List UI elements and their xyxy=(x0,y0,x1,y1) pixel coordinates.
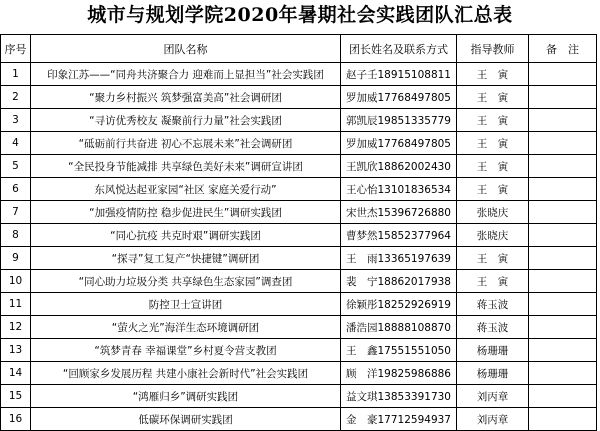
row-no: 14 xyxy=(1,362,31,385)
remark-cell xyxy=(529,201,597,224)
remark-cell xyxy=(529,270,597,293)
row-no: 6 xyxy=(1,178,31,201)
table-header-row xyxy=(1,35,597,63)
leader-contact-cell: 益文琪13853391730 xyxy=(341,385,457,408)
team-name-cell: “同心助力垃圾分类 共享绿色生态家园”调查团 xyxy=(31,270,341,293)
leader-contact-cell: 宋世杰15396726880 xyxy=(341,201,457,224)
table-row xyxy=(1,178,597,201)
instructor-cell: 王 寅 xyxy=(457,247,529,270)
leader-contact-cell: 徐颖彤18252926919 xyxy=(341,293,457,316)
remark-cell xyxy=(529,247,597,270)
header-no: 序号 xyxy=(1,35,31,63)
team-name-cell: “同心抗疫 共克时艰”调研实践团 xyxy=(31,224,341,247)
remark-cell xyxy=(529,178,597,201)
leader-contact-cell: 潘浩园18888108870 xyxy=(341,316,457,339)
table-row xyxy=(1,247,597,270)
row-no: 11 xyxy=(1,293,31,316)
leader-contact-cell: 郭凯辰19851335779 xyxy=(341,109,457,132)
leader-contact-cell: 罗加威17768497805 xyxy=(341,86,457,109)
team-name-cell: “回顾家乡发展历程 共建小康社会新时代”社会实践团 xyxy=(31,362,341,385)
instructor-cell: 王 寅 xyxy=(457,155,529,178)
instructor-cell: 王 寅 xyxy=(457,63,529,86)
leader-contact-cell: 赵子壬18915108811 xyxy=(341,63,457,86)
header-team-name: 团队名称 xyxy=(31,35,341,63)
leader-contact-cell: 王 雨13365197639 xyxy=(341,247,457,270)
instructor-cell: 王 寅 xyxy=(457,270,529,293)
table-body xyxy=(1,63,597,431)
remark-cell xyxy=(529,224,597,247)
instructor-cell: 王 寅 xyxy=(457,109,529,132)
leader-contact-cell: 王 鑫17551551050 xyxy=(341,339,457,362)
instructor-cell: 刘丙章 xyxy=(457,385,529,408)
row-no: 4 xyxy=(1,132,31,155)
remark-cell xyxy=(529,293,597,316)
team-name-cell: “加强疫情防控 稳步促进民生”调研实践团 xyxy=(31,201,341,224)
row-no: 2 xyxy=(1,86,31,109)
instructor-cell: 王 寅 xyxy=(457,132,529,155)
remark-cell xyxy=(529,316,597,339)
team-name-cell: “筑梦青春 幸福课堂”乡村夏令营支教团 xyxy=(31,339,341,362)
table-row xyxy=(1,109,597,132)
row-no: 8 xyxy=(1,224,31,247)
row-no: 1 xyxy=(1,63,31,86)
remark-cell xyxy=(529,339,597,362)
instructor-cell: 刘丙章 xyxy=(457,408,529,431)
team-name-cell: “全民投身节能减排 共享绿色美好未来”调研宣讲团 xyxy=(31,155,341,178)
row-no: 10 xyxy=(1,270,31,293)
team-name-cell: “寻访优秀校友 凝聚前行力量”社会实践团 xyxy=(31,109,341,132)
leader-contact-cell: 金 豪17712594937 xyxy=(341,408,457,431)
header-instructor: 指导教师 xyxy=(457,35,529,63)
table-row xyxy=(1,293,597,316)
row-no: 5 xyxy=(1,155,31,178)
remark-cell xyxy=(529,63,597,86)
row-no: 9 xyxy=(1,247,31,270)
remark-cell xyxy=(529,362,597,385)
remark-cell xyxy=(529,408,597,431)
row-no: 13 xyxy=(1,339,31,362)
leader-contact-cell: 裴 宁18862017938 xyxy=(341,270,457,293)
instructor-cell: 王 寅 xyxy=(457,86,529,109)
table-row xyxy=(1,339,597,362)
table-row xyxy=(1,155,597,178)
instructor-cell: 张晓庆 xyxy=(457,201,529,224)
team-name-cell: “砥砺前行共奋进 初心不忘展未来”社会调研团 xyxy=(31,132,341,155)
leader-contact-cell: 王心怡13101836534 xyxy=(341,178,457,201)
row-no: 12 xyxy=(1,316,31,339)
remark-cell xyxy=(529,132,597,155)
row-no: 3 xyxy=(1,109,31,132)
team-name-cell: 防控卫士宣讲团 xyxy=(31,293,341,316)
table-row xyxy=(1,362,597,385)
instructor-cell: 王 寅 xyxy=(457,178,529,201)
remark-cell xyxy=(529,109,597,132)
team-summary-table xyxy=(0,34,597,431)
team-name-cell: “鸿雁归乡”调研实践团 xyxy=(31,385,341,408)
header-leader-contact: 团长姓名及联系方式 xyxy=(341,35,457,63)
table-row xyxy=(1,316,597,339)
table-row xyxy=(1,270,597,293)
instructor-cell: 蒋玉波 xyxy=(457,293,529,316)
leader-contact-cell: 王凯欣18862002430 xyxy=(341,155,457,178)
remark-cell xyxy=(529,86,597,109)
remark-cell xyxy=(529,385,597,408)
instructor-cell: 杨珊珊 xyxy=(457,339,529,362)
row-no: 16 xyxy=(1,408,31,431)
instructor-cell: 张晓庆 xyxy=(457,224,529,247)
row-no: 7 xyxy=(1,201,31,224)
remark-cell xyxy=(529,155,597,178)
leader-contact-cell: 顾 洋19825986886 xyxy=(341,362,457,385)
instructor-cell: 杨珊珊 xyxy=(457,362,529,385)
team-name-cell: “聚力乡村振兴 筑梦强富美高”社会调研团 xyxy=(31,86,341,109)
table-row xyxy=(1,132,597,155)
team-name-cell: 东风悦达起亚家园“社区 家庭关爱行动” xyxy=(31,178,341,201)
leader-contact-cell: 曹梦然15852377964 xyxy=(341,224,457,247)
instructor-cell: 蒋玉波 xyxy=(457,316,529,339)
team-name-cell: “探寻”复工复产“快捷键”调研团 xyxy=(31,247,341,270)
table-row xyxy=(1,86,597,109)
table-row xyxy=(1,201,597,224)
row-no: 15 xyxy=(1,385,31,408)
table-row xyxy=(1,63,597,86)
table-row xyxy=(1,224,597,247)
leader-contact-cell: 罗加威17768497805 xyxy=(341,132,457,155)
team-name-cell: 印象江苏——“同舟共济聚合力 迎难而上显担当”社会实践团 xyxy=(31,63,341,86)
team-name-cell: “萤火之光”海洋生态环境调研团 xyxy=(31,316,341,339)
header-remark: 备 注 xyxy=(529,35,597,63)
team-name-cell: 低碳环保调研实践团 xyxy=(31,408,341,431)
table-row xyxy=(1,385,597,408)
table-row xyxy=(1,408,597,431)
page-title: 城市与规划学院2020年暑期社会实践团队汇总表 xyxy=(87,4,513,26)
